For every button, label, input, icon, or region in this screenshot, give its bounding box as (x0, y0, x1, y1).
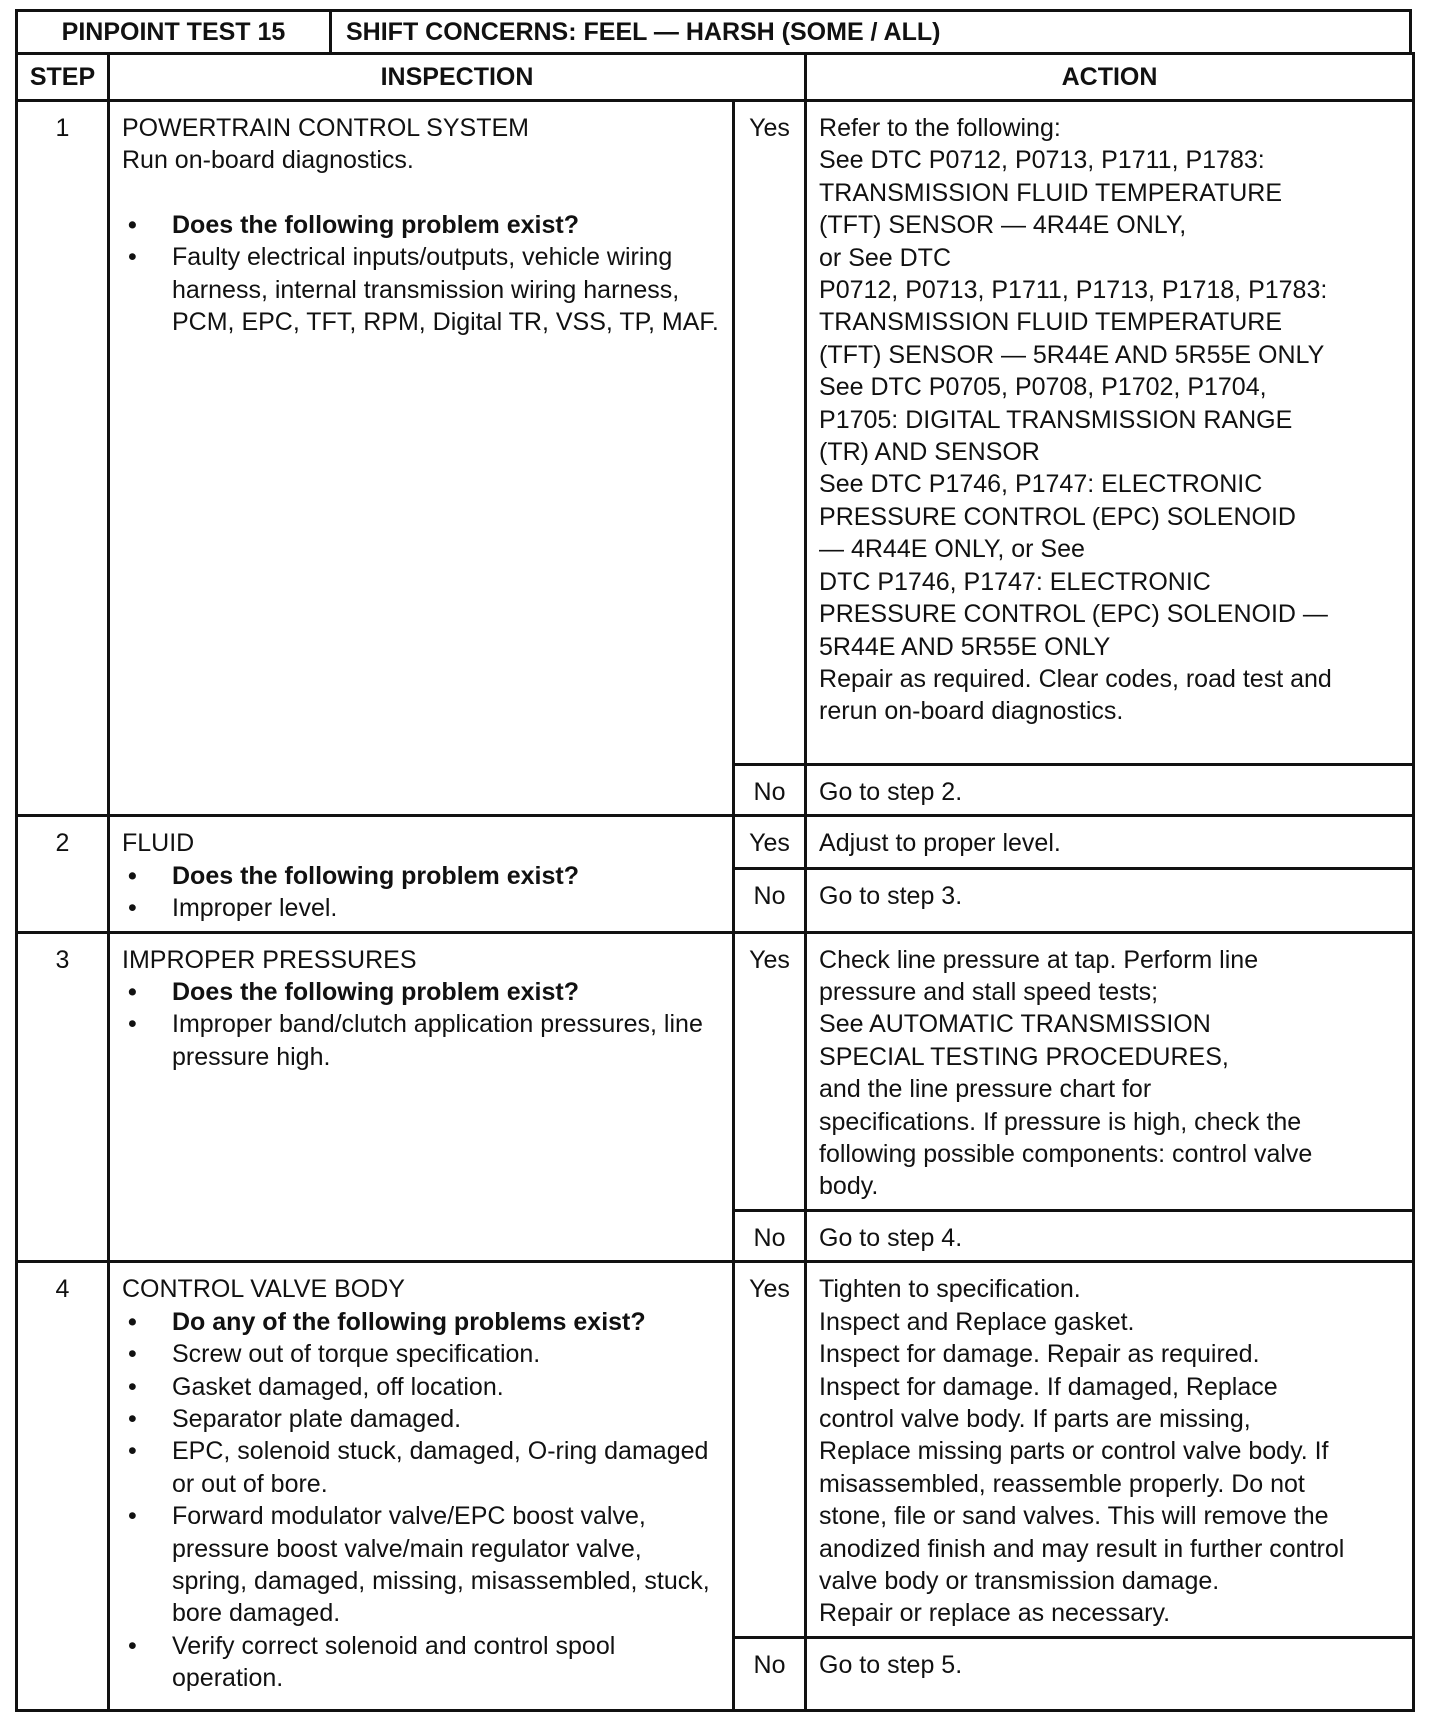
yes-label: Yes (734, 1262, 806, 1637)
step-title: FLUID (122, 829, 195, 858)
list-item: • Gasket damaged, off location. (122, 1371, 722, 1403)
no-label: No (734, 1637, 806, 1710)
no-action: Go to step 3. (806, 868, 1414, 932)
step-subtitle: Run on-board diagnostics. (122, 146, 414, 175)
yes-label: Yes (734, 932, 806, 1210)
step-inspection (109, 101, 734, 816)
table-row (17, 816, 1414, 868)
yes-label: Yes (734, 816, 806, 868)
step-number: 3 (17, 932, 109, 1262)
yes-action: Tighten to specification. Inspect and Replace gasket. Inspect for damage. Repair as required. Inspect for damage. If damaged, Replace control valve body. If parts are missing, Replace missing parts or control valve body. If misassembled, reassemble properly. Do not stone, file or sand valves. This will remove the anodized finish and may result in further control valve body or transmission damage. Repair or replace as necessary. (806, 1262, 1414, 1637)
list-item: • Faulty electrical inputs/outputs, vehicle wiring harness, internal transmission wiring harness, PCM, EPC, TFT, RPM, Digital TR, VSS, TP, MAF. (122, 241, 722, 338)
step-question: • Does the following problem exist? (122, 860, 722, 892)
step-number: 1 (17, 101, 109, 816)
step-title: CONTROL VALVE BODY (122, 1275, 405, 1304)
list-item: • Improper band/clutch application pressures, line pressure high. (122, 1008, 722, 1073)
no-label: No (734, 1210, 806, 1261)
yes-action: Check line pressure at tap. Perform line pressure and stall speed tests; See AUTOMATIC TRANSMISSION SPECIAL TESTING PROCEDURES, and the line pressure chart for specifications. If pressure is high, check the following possible components: control valve body. (806, 932, 1414, 1210)
col-step: STEP (17, 54, 109, 101)
pinpoint-table (15, 52, 1415, 1712)
test-header (15, 9, 1412, 55)
test-number: PINPOINT TEST 15 (18, 12, 332, 52)
test-title: SHIFT CONCERNS: FEEL — HARSH (SOME / ALL) (346, 17, 941, 46)
no-action: Go to step 4. (806, 1210, 1414, 1261)
step-question: • Do any of the following problems exist? (122, 1306, 722, 1338)
table-row (17, 1262, 1414, 1637)
no-label: No (734, 765, 806, 816)
step-title: IMPROPER PRESSURES (122, 945, 417, 974)
step-title: POWERTRAIN CONTROL SYSTEM (122, 114, 529, 142)
step-inspection (109, 816, 734, 932)
col-action: ACTION (806, 54, 1414, 101)
list-item: • Verify correct solenoid and control spool operation. (122, 1630, 722, 1695)
step-number: 2 (17, 816, 109, 932)
step-inspection (109, 932, 734, 1262)
step-number: 4 (17, 1262, 109, 1710)
step-inspection (109, 1262, 734, 1710)
no-action: Go to step 2. (806, 765, 1414, 816)
list-item: • EPC, solenoid stuck, damaged, O-ring damaged or out of bore. (122, 1435, 722, 1500)
pinpoint-test-sheet (15, 9, 1412, 1712)
list-item: • Forward modulator valve/EPC boost valve, pressure boost valve/main regulator valve, spring, damaged, missing, misassembled, stuck, bore damaged. (122, 1500, 722, 1630)
no-action: Go to step 5. (806, 1637, 1414, 1710)
list-item: • Separator plate damaged. (122, 1403, 722, 1435)
yes-action: Refer to the following: See DTC P0712, P0713, P1711, P1783: TRANSMISSION FLUID TEMPERATURE (TFT) SENSOR — 4R44E ONLY, or See DTC P0712, P0713, P1711, P1713, P1718, P1783: TRANSMISSION FLUID TEMPERATURE (TFT) SENSOR — 5R44E AND 5R55E ONLY See DTC P0705, P0708, P1702, P1704, P1705: DIGITAL TRANSMISSION RANGE (TR) AND SENSOR See DTC P1746, P1747: ELECTRONIC PRESSURE CONTROL (EPC) SOLENOID — 4R44E ONLY, or See DTC P1746, P1747: ELECTRONIC PRESSURE CONTROL (EPC) SOLENOID — 5R44E AND 5R55E ONLY Repair as required. Clear codes, road test and rerun on-board diagnostics. (806, 101, 1414, 765)
table-row (17, 932, 1414, 1210)
yes-label: Yes (734, 101, 806, 765)
col-inspection: INSPECTION (109, 54, 806, 101)
list-item: • Screw out of torque specification. (122, 1338, 722, 1370)
step-question: • Does the following problem exist? (122, 976, 722, 1008)
step-question: • Does the following problem exist? (122, 209, 722, 241)
yes-action: Adjust to proper level. (806, 816, 1414, 868)
list-item: • Improper level. (122, 892, 722, 924)
column-header-row (17, 54, 1414, 101)
table-row (17, 101, 1414, 765)
no-label: No (734, 868, 806, 932)
